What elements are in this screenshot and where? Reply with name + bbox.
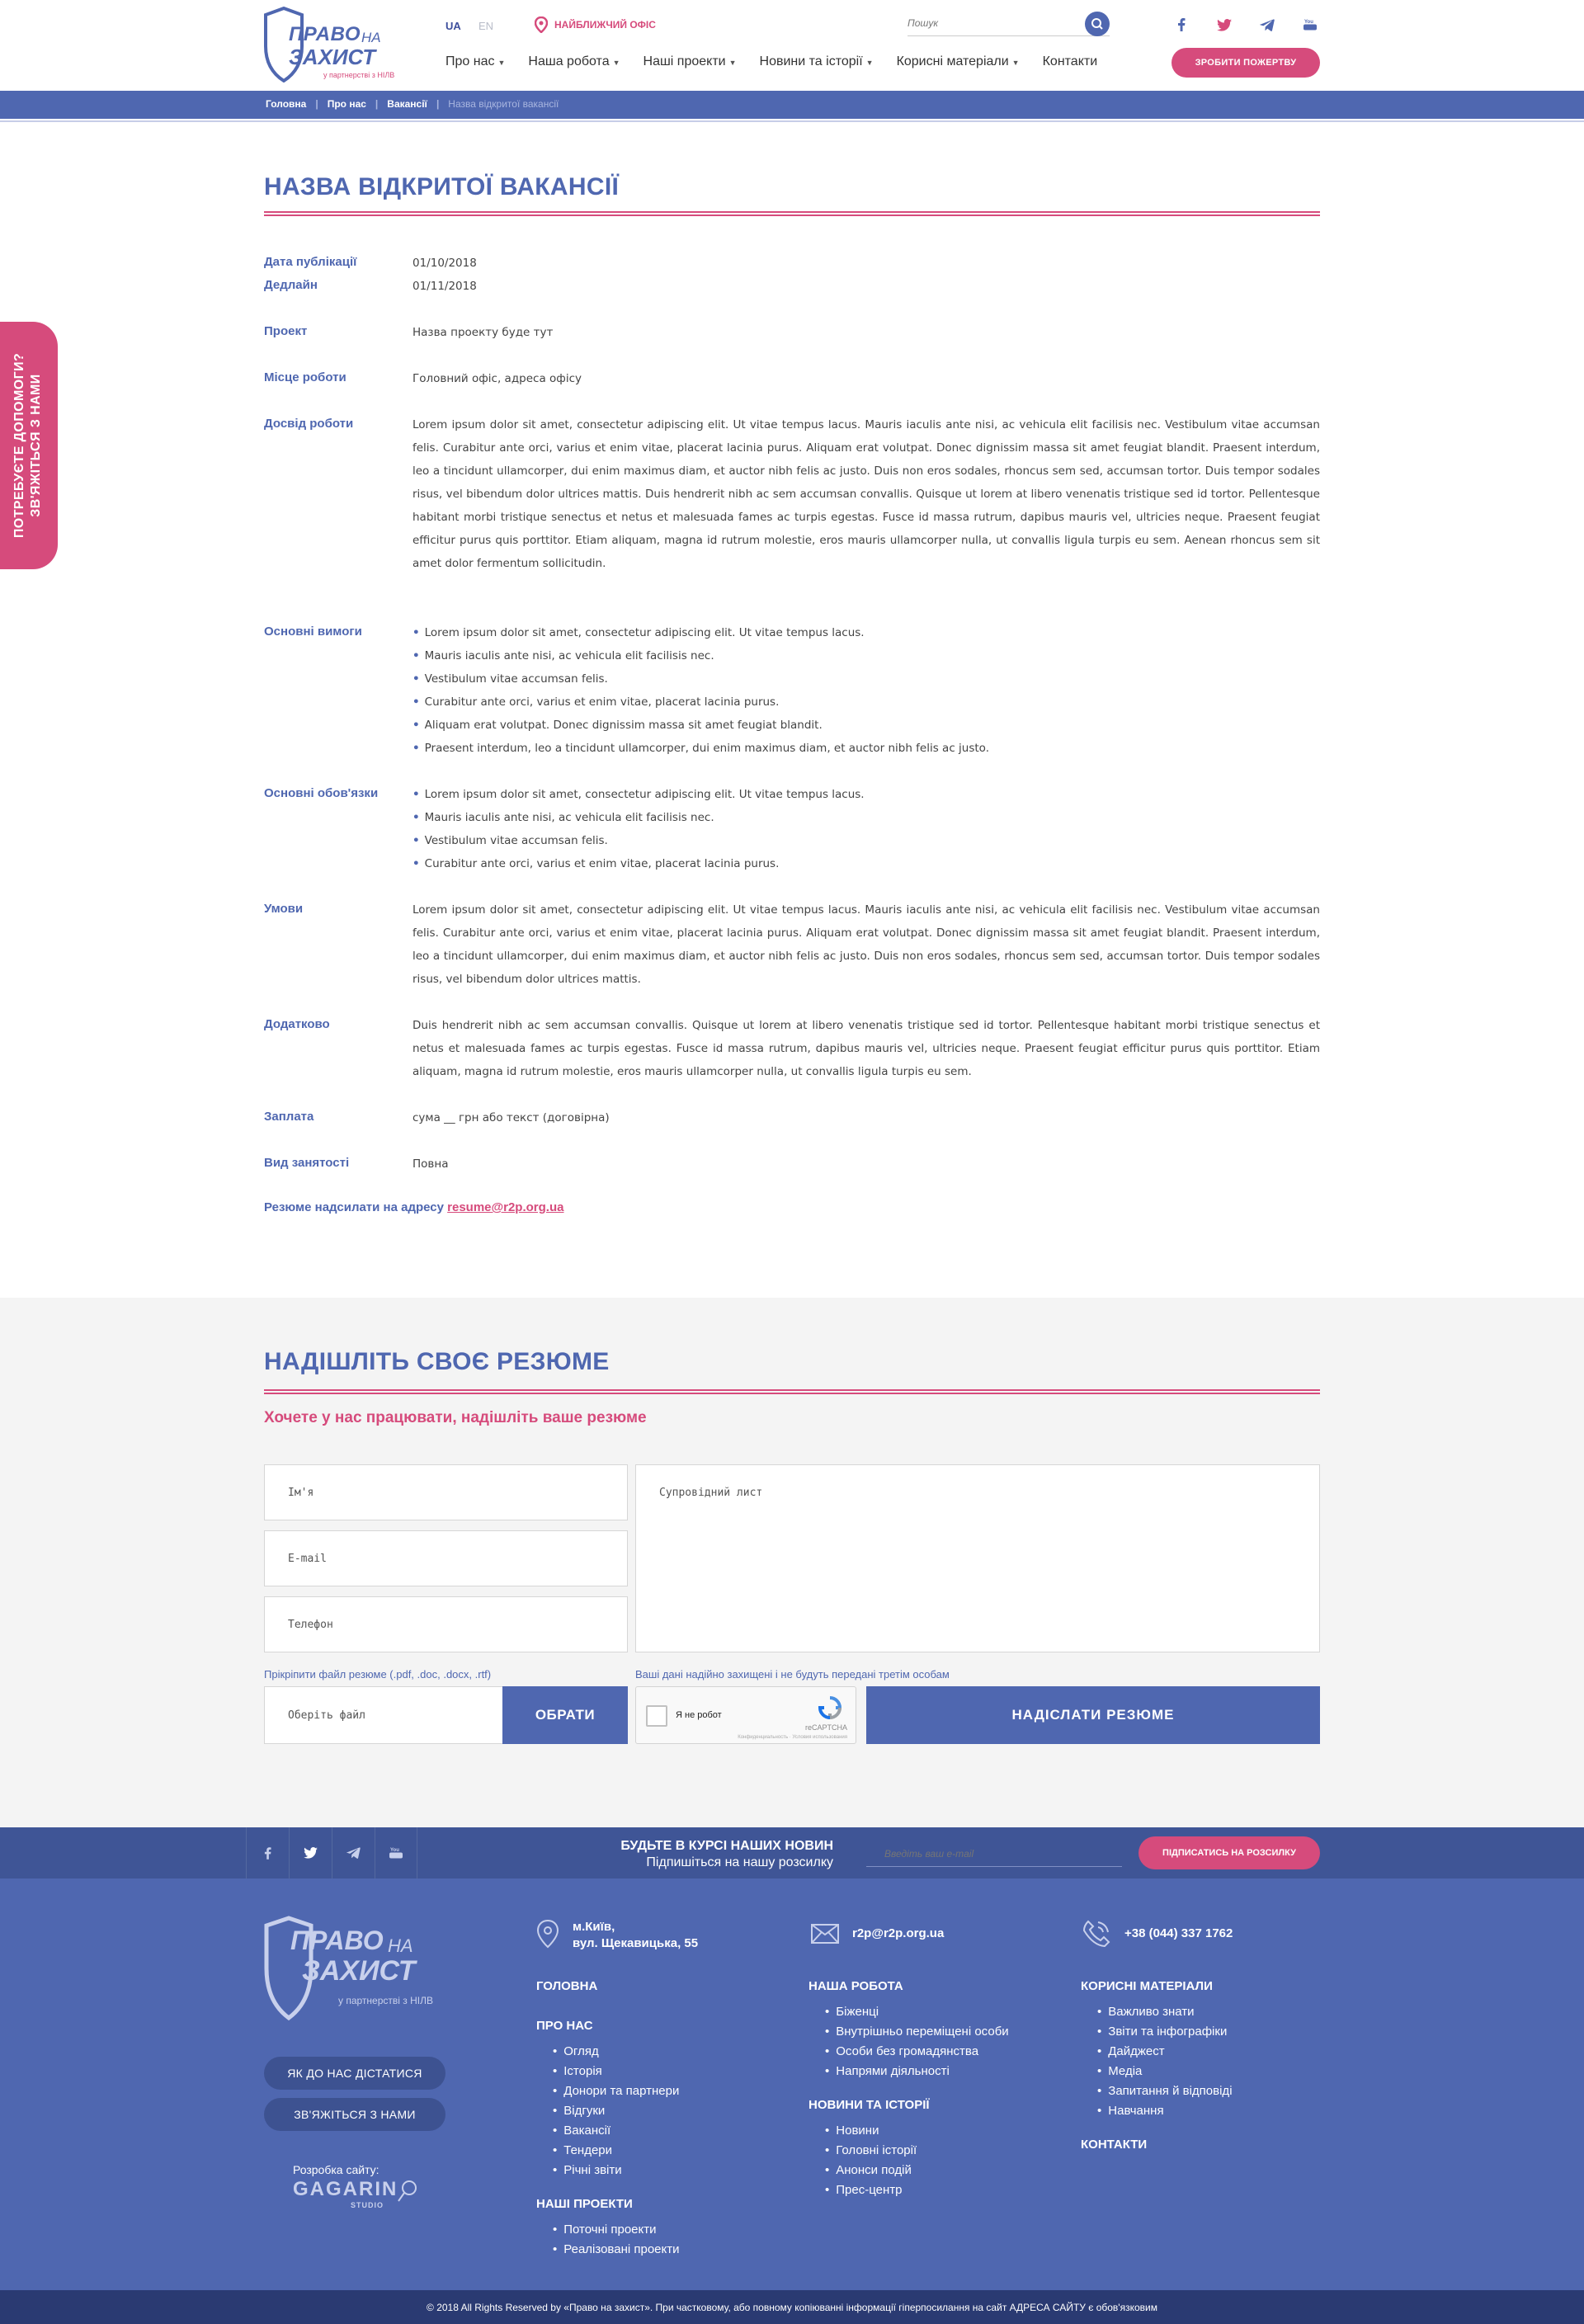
salary-value: сума __ грн або текст (договірна)	[412, 1111, 610, 1124]
list-item: • Lorem ipsum dolor sit amet, consectetur adipiscing elit. Ut vitae tempus lacus.	[412, 783, 1320, 806]
resume-email-link[interactable]: resume@r2p.org.ua	[447, 1200, 564, 1214]
footer-sublink[interactable]: • Напрями діяльності	[808, 2062, 1009, 2081]
footer-sublink[interactable]: • Внутрішньо переміщені особи	[808, 2022, 1009, 2042]
list-item: • Curabitur ante orci, varius et enim vitae, placerat lacinia purus.	[412, 691, 1320, 714]
lang-en[interactable]: EN	[478, 20, 494, 32]
list-item: • Lorem ipsum dolor sit amet, consectetur adipiscing elit. Ut vitae tempus lacus.	[412, 621, 1320, 644]
footer-sublink[interactable]: • Поточні проекти	[536, 2220, 680, 2240]
recaptcha-brand: reCAPTCHA	[804, 1723, 847, 1732]
caret-down-icon: ▼	[865, 59, 874, 67]
deadline-value: 01/11/2018	[412, 280, 477, 293]
nav-item-projects[interactable]: Наші проекти ▼	[643, 54, 737, 68]
footer-link-contacts[interactable]: КОНТАКТИ	[1081, 2138, 1148, 2152]
recaptcha-logo-icon	[818, 1695, 842, 1720]
requirements-list	[412, 621, 1320, 760]
recaptcha-checkbox[interactable]	[646, 1705, 667, 1727]
footer-logo-line1b: НА	[388, 1935, 413, 1956]
facebook-icon[interactable]	[246, 1827, 289, 1879]
search-button[interactable]	[1085, 12, 1110, 36]
form-title: НАДІШЛІТЬ СВОЄ РЕЗЮМЕ	[264, 1348, 610, 1375]
search-icon	[1091, 17, 1104, 31]
developer-label: Розробка сайту:	[293, 2163, 380, 2176]
mail-icon	[811, 1924, 839, 1944]
privacy-hint: Ваші дані надійно захищені і не будуть передані третім особам	[635, 1668, 950, 1681]
svg-text:You: You	[390, 1848, 399, 1853]
search-input[interactable]	[908, 12, 1072, 35]
duties-list	[412, 783, 1320, 875]
telegram-icon[interactable]	[332, 1827, 375, 1879]
footer-sublink[interactable]: • Важливо знати	[1081, 2002, 1233, 2022]
footer-logo[interactable]	[264, 1916, 446, 2023]
nav-item-about[interactable]: Про нас ▼	[446, 54, 506, 68]
twitter-icon[interactable]	[1214, 15, 1234, 35]
conditions-label: Умови	[264, 902, 304, 916]
help-tab-line2: ЗВ'ЯЖІТЬСЯ З НАМИ	[29, 374, 43, 517]
requirements-label: Основні вимоги	[264, 625, 362, 639]
employment-value: Повна	[412, 1157, 449, 1171]
footer-logo-line1: ПРАВО	[290, 1926, 384, 1955]
footer-link-news[interactable]: НОВИНИ ТА ІСТОРІЇ	[808, 2098, 930, 2112]
donate-button[interactable]: ЗРОБИТИ ПОЖЕРТВУ	[1172, 48, 1320, 78]
footer-phone-text: +38 (044) 337 1762	[1124, 1926, 1233, 1940]
footer-sublink[interactable]: • Річні звіти	[536, 2161, 680, 2180]
footer-link-work[interactable]: НАША РОБОТА	[808, 1979, 903, 1993]
caret-down-icon: ▼	[728, 59, 737, 67]
footer-sublink[interactable]: • Донори та партнери	[536, 2081, 680, 2101]
nav-item-materials[interactable]: Корисні матеріали ▼	[896, 54, 1020, 68]
list-item: • Mauris iaculis ante nisi, ac vehicula elit facilisis nec.	[412, 806, 1320, 829]
address-line2: вул. Щекавицька, 55	[573, 1936, 699, 1950]
header-socials	[1172, 15, 1320, 35]
salary-label: Заплата	[264, 1110, 314, 1124]
footer-sublink[interactable]: • Огляд	[536, 2042, 680, 2062]
site-logo[interactable]	[264, 7, 396, 84]
recaptcha-privacy[interactable]: Конфиденциальность · Условия использования	[738, 1735, 847, 1740]
divider	[0, 120, 1584, 122]
list-item: • Vestibulum vitae accumsan felis.	[412, 829, 1320, 852]
footer-phone[interactable]	[1082, 1919, 1233, 1949]
footer-link-materials[interactable]: КОРИСНІ МАТЕРІАЛИ	[1081, 1979, 1213, 1993]
developer-logo[interactable]	[293, 2178, 425, 2215]
footer-sublink[interactable]: • Медіа	[1081, 2062, 1233, 2081]
duties-label: Основні обов'язки	[264, 786, 379, 800]
breadcrumb-vacancies[interactable]: Вакансії	[387, 98, 427, 110]
employment-label: Вид занятості	[264, 1156, 350, 1170]
breadcrumb: Головна | Про нас | Вакансії | Назва відкритої вакансії	[0, 91, 1584, 119]
footer-sublink[interactable]: • Навчання	[1081, 2101, 1233, 2121]
email-field[interactable]: E-mail	[264, 1530, 628, 1586]
developer-name: GAGARIN	[293, 2178, 398, 2200]
form-title-underline	[264, 1389, 1320, 1394]
footer-sublink[interactable]: • Звіти та інфографіки	[1081, 2022, 1233, 2042]
experience-value: Lorem ipsum dolor sit amet, consectetur adipiscing elit. Ut vitae tempus lacus. Mauris iaculis ante nisi, ac vehicula elit facilisis nec. Vestibulum vitae accumsan felis. Curabitur ante orci, varius et enim vitae, placerat lacinia purus. Aliquam erat volutpat. Donec dignissim massa sit amet feugiat blandit. Praesent interdum, leo a tincidunt ullamcorper, dui enim maximus diam, et auctor nibh felis ac justo. Duis non eros sodales, rhoncus sem sed, accumsan tortor. Duis tempor sodales risus, vel bibendum dolor ultrices mattis. Duis hendrerit nibh ac sem accumsan convallis. Quisque ut lorem at libero venenatis tristique sed id tortor. Pellentesque habitant morbi tristique senectus et netus et malesuada fames ac turpis egestas. Fusce id massa rutrum, dapibus mauris vel, ultricies neque. Praesent feugiat efficitur purus quis porttitor. Etiam aliquam, magna id rutrum molestie, eros mauris ullamcorper nulla, ut convallis ligula turpis eu sem. Aenean rhoncus sem sit amet dolor fermentum sollicitudin.	[412, 418, 1320, 570]
footer-email[interactable]	[811, 1924, 944, 1944]
logo-line3: у партнерстві з НІЛВ	[323, 71, 395, 79]
footer-sublink[interactable]: • Новини	[808, 2121, 1009, 2141]
footer-sublink[interactable]: • Відгуки	[536, 2101, 680, 2121]
help-tab-line1: ПОТРЕБУЄТЕ ДОПОМОГИ?	[12, 352, 26, 539]
footer-email-text: r2p@r2p.org.ua	[852, 1926, 945, 1940]
footer-sublink[interactable]: • Історія	[536, 2062, 680, 2081]
footer-col-1	[536, 1978, 680, 2260]
location-label: Місце роботи	[264, 370, 346, 384]
caret-down-icon: ▼	[1011, 59, 1020, 67]
footer-sublink[interactable]: • Біженці	[808, 2002, 1009, 2022]
nearest-office-link[interactable]	[535, 15, 656, 35]
footer-logo-line2: ЗАХИСТ	[302, 1955, 416, 1987]
caret-down-icon: ▼	[612, 59, 620, 67]
caret-down-icon: ▼	[497, 59, 506, 67]
newsletter-email-input[interactable]	[866, 1842, 1114, 1865]
submit-resume-button[interactable]: НАДІСЛАТИ РЕЗЮМЕ	[866, 1686, 1320, 1744]
site-header	[0, 0, 1584, 91]
main-nav	[446, 54, 1120, 69]
footer-sublink[interactable]: • Анонси подій	[808, 2161, 1009, 2180]
developer-sub: STUDIO	[351, 2201, 384, 2209]
location-value: Головний офіс, адреса офісу	[412, 372, 582, 385]
footer-link-about[interactable]: ПРО НАС	[536, 2019, 593, 2033]
experience-label: Досвід роботи	[264, 417, 354, 431]
list-item: • Mauris iaculis ante nisi, ac vehicula elit facilisis nec.	[412, 644, 1320, 667]
phone-field[interactable]: Телефон	[264, 1596, 628, 1652]
list-item: • Curabitur ante orci, varius et enim vitae, placerat lacinia purus.	[412, 852, 1320, 875]
cover-letter-field[interactable]: Супровідний лист	[635, 1464, 1320, 1652]
resume-email-line	[264, 1200, 563, 1214]
telegram-icon[interactable]	[1257, 15, 1277, 35]
footer-sublink[interactable]: • Реалізовані проекти	[536, 2240, 680, 2260]
footer-sublink[interactable]: • Дайджест	[1081, 2042, 1233, 2062]
project-value: Назва проекту буде тут	[412, 326, 554, 339]
choose-file-button[interactable]: ОБРАТИ	[502, 1686, 628, 1744]
phone-icon	[1082, 1919, 1111, 1949]
footer-sublink[interactable]: • Запитання й відповіді	[1081, 2081, 1233, 2101]
copyright-bar	[0, 2290, 1584, 2324]
recaptcha-widget	[635, 1686, 856, 1744]
newsletter-title: БУДЬТЕ В КУРСІ НАШИХ НОВИН	[620, 1839, 833, 1853]
conditions-value: Lorem ipsum dolor sit amet, consectetur adipiscing elit. Ut vitae tempus lacus. Mauris iaculis ante nisi, ac vehicula elit facilisis nec. Vestibulum vitae accumsan felis. Curabitur ante orci, varius et enim vitae, placerat lacinia purus. Aliquam erat volutpat. Donec dignissim massa sit amet feugiat blandit. Praesent interdum, leo a tincidunt ullamcorper, dui enim maximus diam, et auctor nibh felis ac justo. Duis non eros sodales, rhoncus sem sed, accumsan tortor. Duis tempor sodales risus, vel bibendum dolor ultrices mattis.	[412, 903, 1320, 986]
footer-link-home[interactable]: ГОЛОВНА	[536, 1979, 598, 1993]
list-item: • Praesent interdum, leo a tincidunt ullamcorper, dui enim maximus diam, et auctor nibh felis ac justo.	[412, 737, 1320, 760]
nearest-office-label: НАЙБЛИЖЧИЙ ОФІС	[554, 19, 656, 31]
breadcrumb-about[interactable]: Про нас	[327, 98, 366, 110]
recaptcha-label: Я не робот	[676, 1710, 722, 1720]
youtube-icon[interactable]	[1300, 15, 1320, 35]
footer-address	[536, 1919, 698, 1952]
directions-button[interactable]: ЯК ДО НАС ДІСТАТИСЯ	[264, 2057, 446, 2090]
footer-sublink[interactable]: • Вакансії	[536, 2121, 680, 2141]
resume-text: Резюме надсилати на адресу	[264, 1200, 444, 1214]
breadcrumb-home[interactable]: Головна	[266, 98, 307, 110]
help-tab[interactable]	[0, 322, 58, 569]
list-item: • Aliquam erat volutpat. Donec dignissim massa sit amet feugiat blandit.	[412, 714, 1320, 737]
newsletter-email-box	[866, 1842, 1122, 1867]
rocket-icon	[395, 2178, 420, 2203]
attach-hint: Прікріпити файл резюме (.pdf, .doc, .docx, .rtf)	[264, 1668, 492, 1681]
additional-label: Додатково	[264, 1017, 330, 1031]
site-footer	[0, 1879, 1584, 2290]
footer-link-projects[interactable]: НАШІ ПРОЕКТИ	[536, 2197, 633, 2211]
search-box	[908, 12, 1110, 36]
location-pin-icon	[536, 1919, 559, 1949]
footer-sublink[interactable]: • Прес-центр	[808, 2180, 1009, 2200]
youtube-icon[interactable]	[375, 1827, 417, 1879]
logo-line1: ПРАВО	[289, 23, 361, 45]
copyright-text: © 2018 All Rights Reserved by «Право на захист». При частковому, або повному копіюванні інформації гіперпосилання на сайт АДРЕСА САЙТУ є обов'язковим	[427, 2301, 1157, 2313]
nav-item-contacts[interactable]: Контакти	[1042, 54, 1098, 68]
nav-item-news[interactable]: Новини та історії ▼	[759, 54, 874, 68]
footer-sublink[interactable]: • Тендери	[536, 2141, 680, 2161]
footer-col-3	[1081, 1978, 1233, 2161]
subscribe-button[interactable]: ПІДПИСАТИСЬ НА РОЗСИЛКУ	[1138, 1836, 1320, 1869]
deadline-label: Дедлайн	[264, 278, 318, 292]
location-pin-icon	[535, 16, 548, 33]
project-label: Проект	[264, 324, 308, 338]
footer-col-2	[808, 1978, 1009, 2200]
file-field[interactable]: Оберіть файл	[264, 1686, 503, 1744]
breadcrumb-current: Назва відкритої вакансії	[448, 98, 559, 110]
list-item: • Vestibulum vitae accumsan felis.	[412, 667, 1320, 691]
address-line1: м.Київ,	[573, 1920, 615, 1934]
name-field[interactable]: Ім'я	[264, 1464, 628, 1520]
logo-line1b: НА	[361, 30, 381, 45]
form-subtitle: Хочете у нас працювати, надішліть ваше резюме	[264, 1409, 647, 1426]
newsletter-bar	[0, 1827, 1584, 1879]
contact-us-button[interactable]: ЗВ'ЯЖІТЬСЯ З НАМИ	[264, 2098, 446, 2131]
footer-sublink[interactable]: • Головні історії	[808, 2141, 1009, 2161]
logo-line2: ЗАХИСТ	[289, 45, 376, 69]
twitter-icon[interactable]	[289, 1827, 332, 1879]
additional-value: Duis hendrerit nibh ac sem accumsan convallis. Quisque ut lorem at libero venenatis tristique sed id tortor. Pellentesque habitant morbi tristique senectus et netus et malesuada fames ac turpis egestas. Fusce id massa rutrum, dapibus mauris vel, ultricies neque. Praesent feugiat efficitur purus quis porttitor. Etiam aliquam, magna id rutrum molestie, eros mauris ullamcorper nulla, ut convallis ligula turpis eu sem.	[412, 1019, 1320, 1078]
facebook-icon[interactable]	[1172, 15, 1191, 35]
title-underline	[264, 211, 1320, 216]
lang-ua[interactable]: UA	[446, 20, 461, 32]
published-label: Дата публікації	[264, 255, 357, 269]
svg-text:You: You	[1304, 20, 1313, 25]
footer-sublink[interactable]: • Особи без громадянства	[808, 2042, 1009, 2062]
page-title: НАЗВА ВІДКРИТОЇ ВАКАНСІЇ	[264, 173, 620, 200]
published-value: 01/10/2018	[412, 257, 477, 270]
nav-item-our-work[interactable]: Наша робота ▼	[528, 54, 620, 68]
footer-logo-line3: у партнерстві з НІЛВ	[338, 1995, 433, 2006]
newsletter-subtitle: Підпишіться на нашу розсилку	[646, 1855, 833, 1869]
